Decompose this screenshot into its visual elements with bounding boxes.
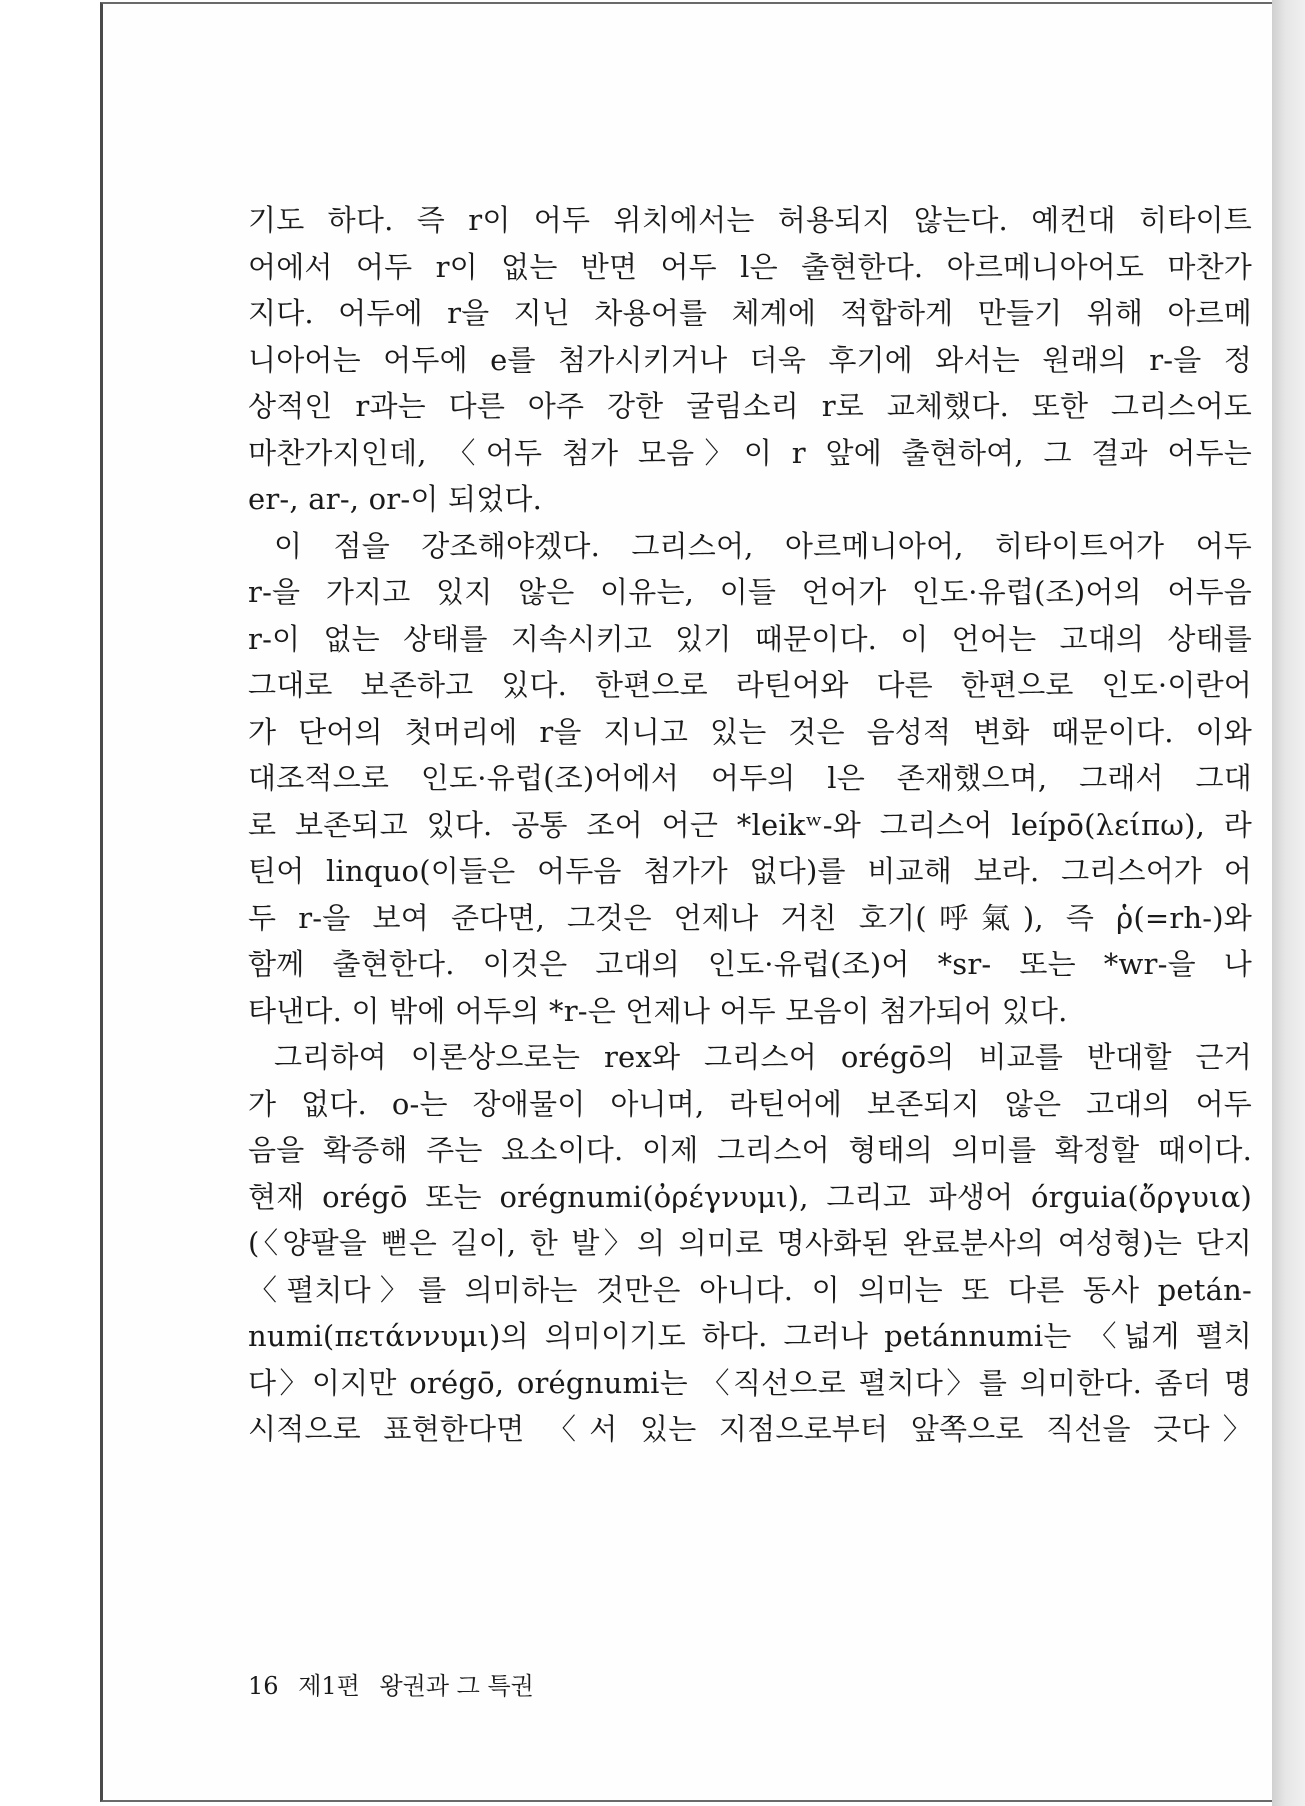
text-line: 〈펼치다〉를 의미하는 것만은 아니다. 이 의미는 또 다른 동사 petán- — [248, 1272, 1252, 1307]
text-line: 다〉이지만 orégō, orégnumi는 〈직선으로 펼치다〉를 의미한다. 좀더 명 — [248, 1365, 1252, 1400]
text-line: 지다. 어두에 r을 지닌 차용어를 체계에 적합하게 만들기 위해 아르메 — [248, 296, 1252, 330]
page-footer — [248, 1666, 546, 1701]
text-line: r-을 가지고 있지 않은 이유는, 이들 언어가 인도·유럽(조)어의 어두음 — [248, 575, 1252, 609]
text-line: 함께 출현한다. 이것은 고대의 인도·유럽(조)어 *sr- 또는 *wr-을 나 — [248, 947, 1252, 981]
text-line: 로 보존되고 있다. 공통 조어 어근 *leikʷ-와 그리스어 leípō(λείπω), 라 — [248, 807, 1252, 842]
text-line: 니아어는 어두에 e를 첨가시키거나 더욱 후기에 와서는 원래의 r-을 정 — [248, 342, 1252, 377]
page-edge-shadow — [1272, 0, 1305, 1806]
left-margin — [0, 0, 100, 1806]
text-line: 음을 확증해 주는 요소이다. 이제 그리스어 형태의 의미를 확정할 때이다. — [248, 1133, 1252, 1167]
chapter-title: 왕권과 그 특권 — [379, 1672, 534, 1700]
part-label: 제1편 — [298, 1672, 360, 1700]
text-line: 시적으로 표현한다면 〈서 있는 지점으로부터 앞쪽으로 직선을 긋다〉 — [248, 1412, 1252, 1446]
text-line: 그리하여 이론상으로는 rex와 그리스어 orégō의 비교를 반대할 근거 — [274, 1040, 1252, 1074]
text-line: 대조적으로 인도·유럽(조)어에서 어두의 l은 존재했으며, 그래서 그대 — [248, 761, 1252, 795]
text-line: 가 단어의 첫머리에 r을 지니고 있는 것은 음성적 변화 때문이다. 이와 — [248, 714, 1252, 749]
text-line: 어에서 어두 r이 없는 반면 어두 l은 출현한다. 아르메니아어도 마찬가 — [248, 249, 1252, 284]
text-line: 마찬가지인데, 〈어두 첨가 모음〉이 r 앞에 출현하여, 그 결과 어두는 — [248, 435, 1252, 470]
text-line: 현재 orégō 또는 orégnumi(ὀρέγνυμι), 그리고 파생어 órguia(ὄργυια) — [248, 1179, 1252, 1214]
page-number: 16 — [248, 1672, 279, 1700]
text-line: 틴어 linquo(이들은 어두음 첨가가 없다)를 비교해 보라. 그리스어가 어 — [248, 854, 1252, 888]
text-line: (〈양팔을 뻗은 길이, 한 발〉의 의미로 명사화된 완료분사의 여성형)는 단지 — [248, 1226, 1252, 1260]
body-text — [248, 197, 1252, 1453]
text-line: numi(πετάννυμι)의 의미이기도 하다. 그러나 petánnumi는 〈넓게 펼치 — [248, 1319, 1252, 1353]
text-line: 상적인 r과는 다른 아주 강한 굴림소리 r로 교체했다. 또한 그리스어도 — [248, 389, 1252, 423]
text-line: 타낸다. 이 밖에 어두의 *r-은 언제나 어두 모음이 첨가되어 있다. — [248, 993, 1068, 1028]
text-line: 두 r-을 보여 준다면, 그것은 언제나 거친 호기(呼氣), 즉 ῥ(=rh-)와 — [248, 900, 1252, 935]
text-line: r-이 없는 상태를 지속시키고 있기 때문이다. 이 언어는 고대의 상태를 — [248, 621, 1252, 656]
text-line: 기도 하다. 즉 r이 어두 위치에서는 허용되지 않는다. 예컨대 히타이트 — [248, 203, 1252, 237]
text-line: 그대로 보존하고 있다. 한편으로 라틴어와 다른 한편으로 인도·이란어 — [248, 668, 1252, 702]
text-line: 가 없다. o-는 장애물이 아니며, 라틴어에 보존되지 않은 고대의 어두 — [248, 1086, 1252, 1121]
text-line: 이 점을 강조해야겠다. 그리스어, 아르메니아어, 히타이트어가 어두 — [274, 528, 1252, 563]
text-line: er-, ar-, or-이 되었다. — [248, 482, 543, 516]
